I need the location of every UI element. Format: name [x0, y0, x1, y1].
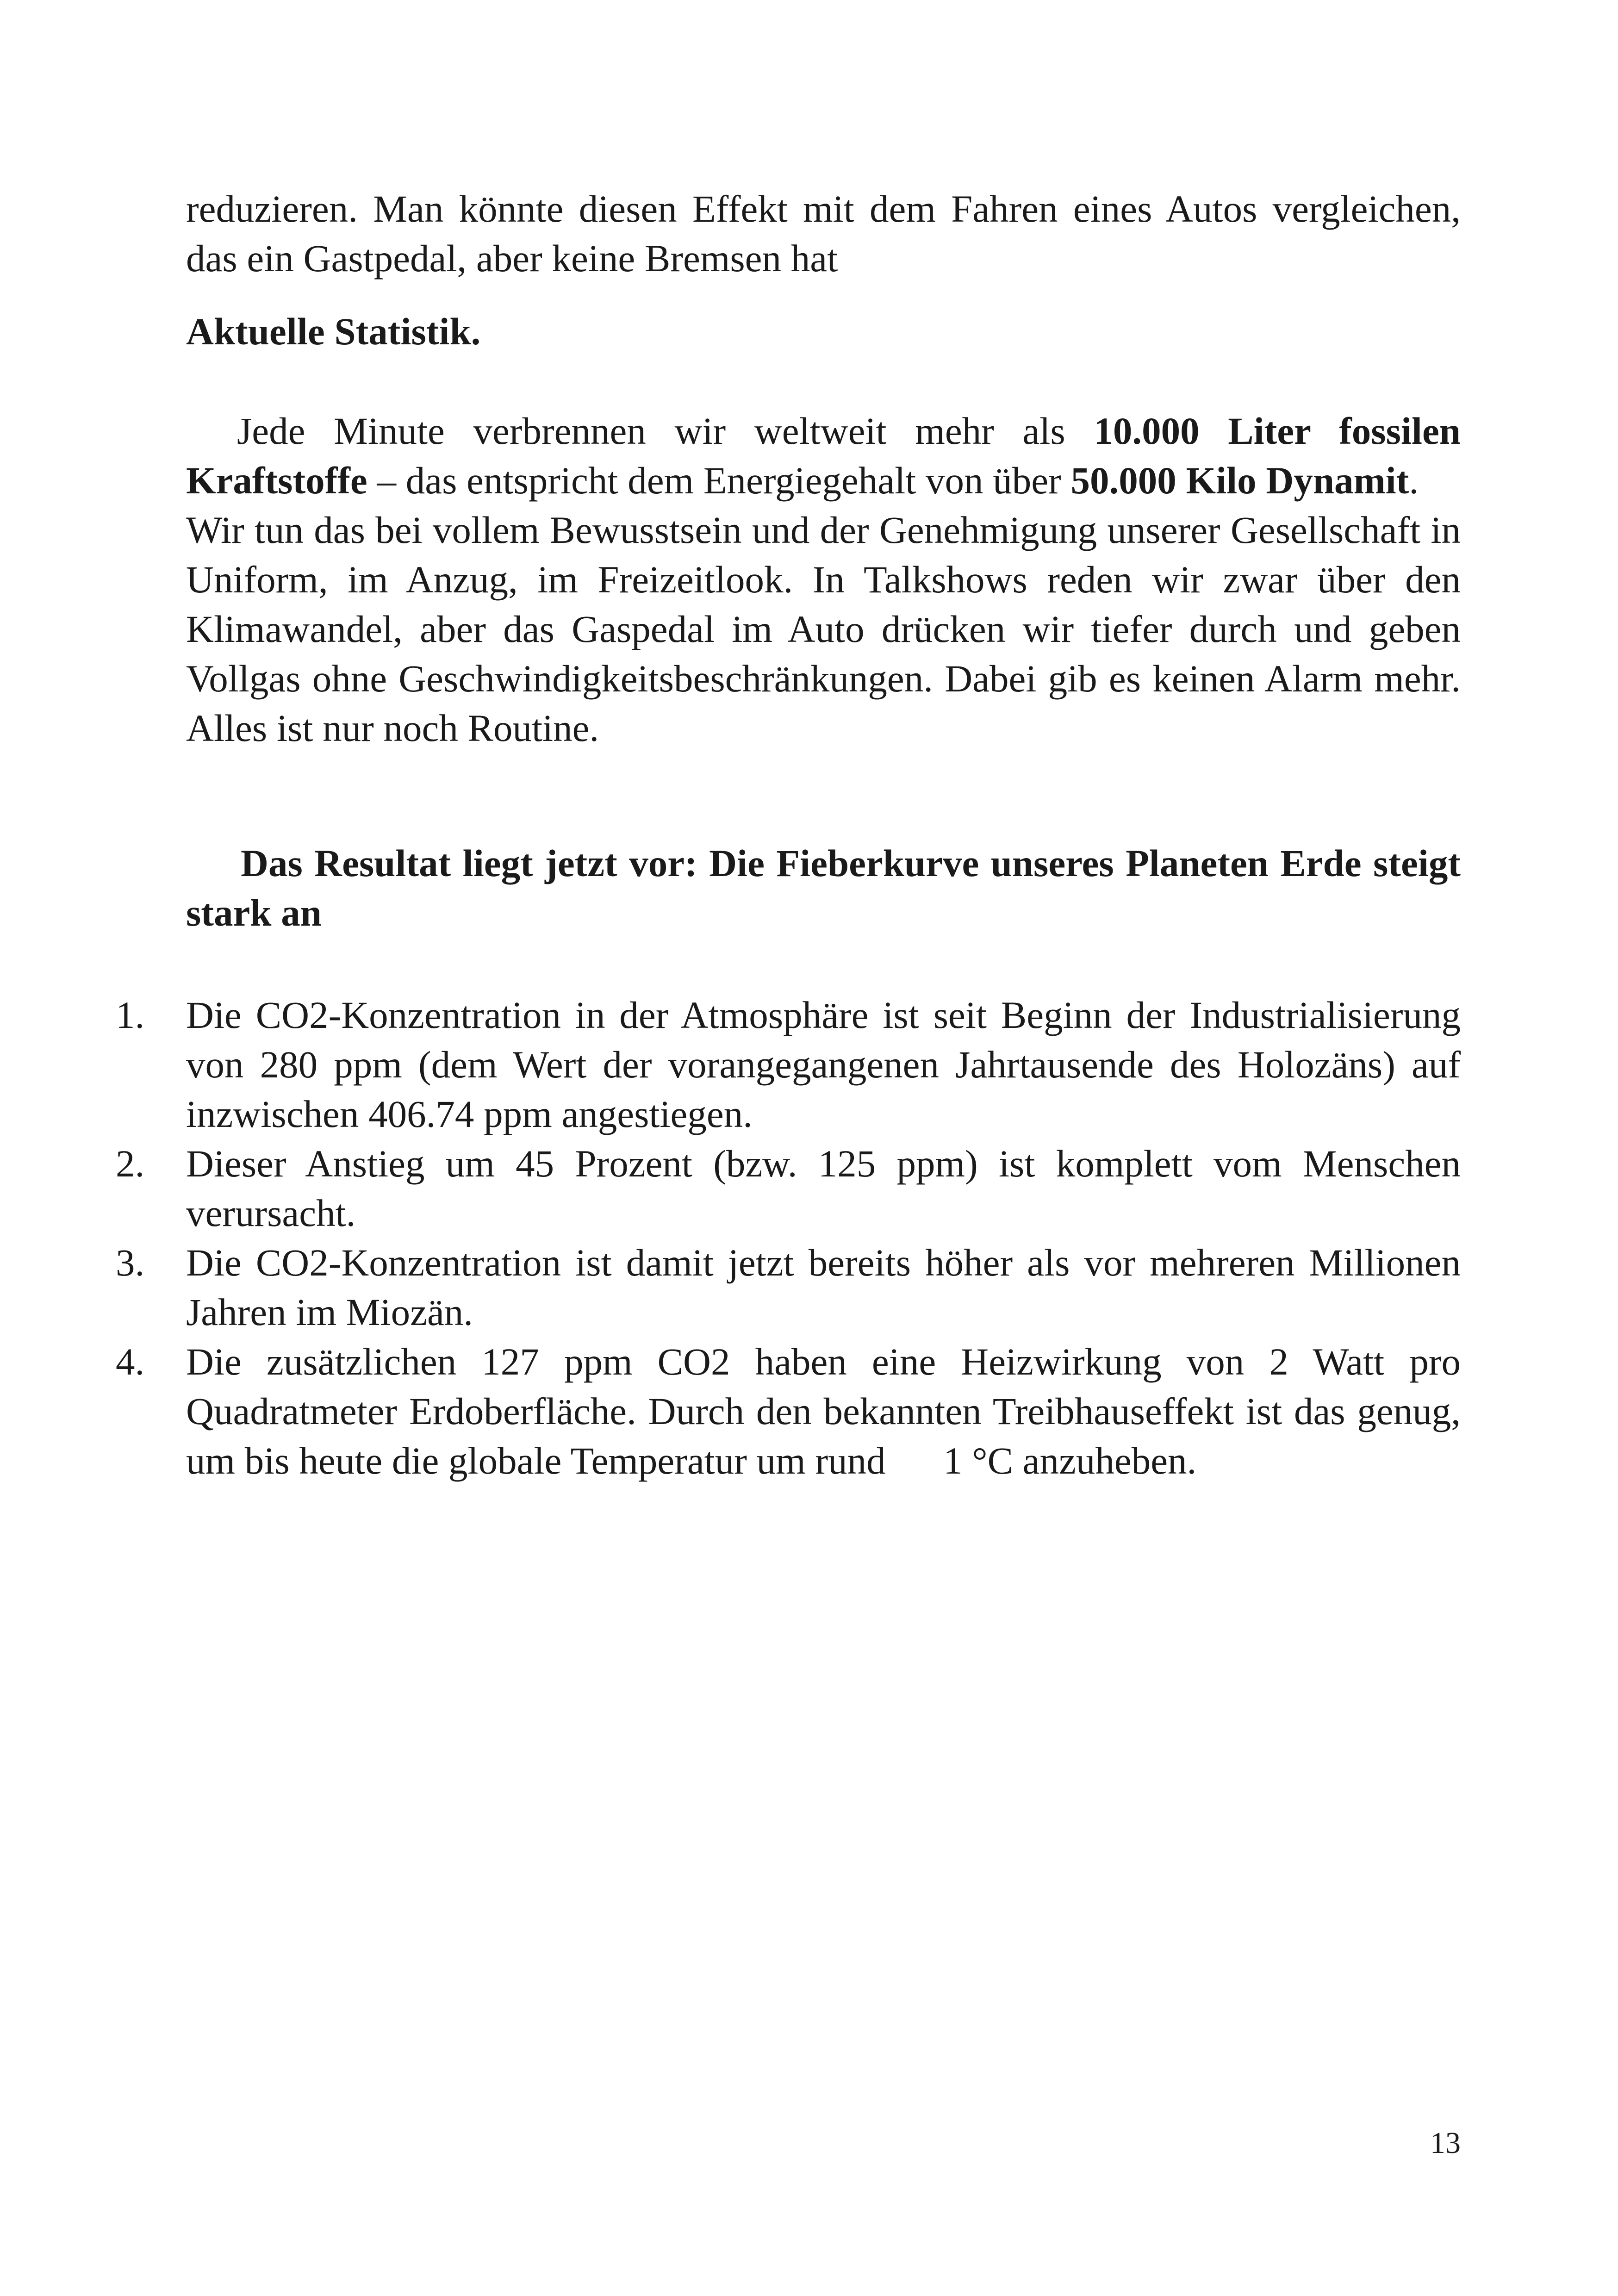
statistik-bold-liters: 10.000 Liter fossilen Kraftstoffe [186, 410, 1461, 502]
list-item-number: 2. [116, 1142, 145, 1185]
statistik-text-part-2: – das entspricht dem Energiegehalt von über [367, 459, 1071, 502]
list-item-text: Dieser Anstieg um 45 Prozent (bzw. 125 ppm) ist komplett vom Menschen verursacht. [186, 1142, 1461, 1234]
list-item-text: Die CO2-Konzentration ist damit jetzt bereits höher als vor mehreren Millionen Jahren im Miozän. [186, 1241, 1461, 1333]
statistik-paragraph-2: Wir tun das bei vollem Bewusstsein und der Genehmigung unserer Gesellschaft in Uniform, im Anzug, im Freizeitlook. In Talkshows reden wir zwar über den Klimawandel, aber das Gaspedal im Auto drücken wir tiefer durch und geben Vollgas ohne Geschwindigkeitsbeschränkungen. Dabei gib es keinen Alarm mehr. Alles ist nur noch Routine. [186, 509, 1461, 749]
list-item-number: 3. [116, 1241, 145, 1284]
statistik-section [186, 406, 1461, 753]
list-item-number: 1. [116, 994, 145, 1036]
numbered-list [116, 990, 1470, 1486]
list-item-text: Die CO2-Konzentration in der Atmosphäre ist seit Beginn der Industrialisierung von 280 ppm (dem Wert der vorangegangenen Jahrtausende des Holozäns) auf inzwischen 406.74 ppm angestiegen. [186, 994, 1461, 1135]
statistik-bold-dynamite: 50.000 Kilo Dynamit [1070, 459, 1409, 502]
heading-aktuelle-statistik: Aktuelle Statistik. [186, 310, 481, 353]
list-item [116, 1238, 1461, 1337]
list-item-text: Die zusätzlichen 127 ppm CO2 haben eine Heizwirkung von 2 Watt pro Quadratmeter Erdoberfläche. Durch den bekannten Treibhauseffekt ist das genug, um bis heute die globale Temperatur um rund 1 °C anzuheben. [186, 1340, 1470, 1482]
list-item [116, 990, 1461, 1139]
list-item [116, 1139, 1461, 1238]
heading-resultat [186, 839, 1461, 938]
statistik-text-part-1: Jede Minute verbrennen wir weltweit mehr als [237, 410, 1094, 452]
statistik-paragraph-1 [186, 406, 1461, 505]
list-item [116, 1337, 1470, 1486]
heading-resultat-text: Das Resultat liegt jetzt vor: Die Fieberkurve unseres Planeten Erde steigt stark an [186, 842, 1461, 934]
page-number: 13 [1430, 2126, 1461, 2160]
intro-paragraph: reduzieren. Man könnte diesen Effekt mit dem Fahren eines Autos vergleichen, das ein Gastpedal, aber keine Bremsen hat [186, 187, 1461, 280]
statistik-text-part-3: . [1409, 459, 1419, 502]
list-item-number: 4. [116, 1340, 145, 1383]
